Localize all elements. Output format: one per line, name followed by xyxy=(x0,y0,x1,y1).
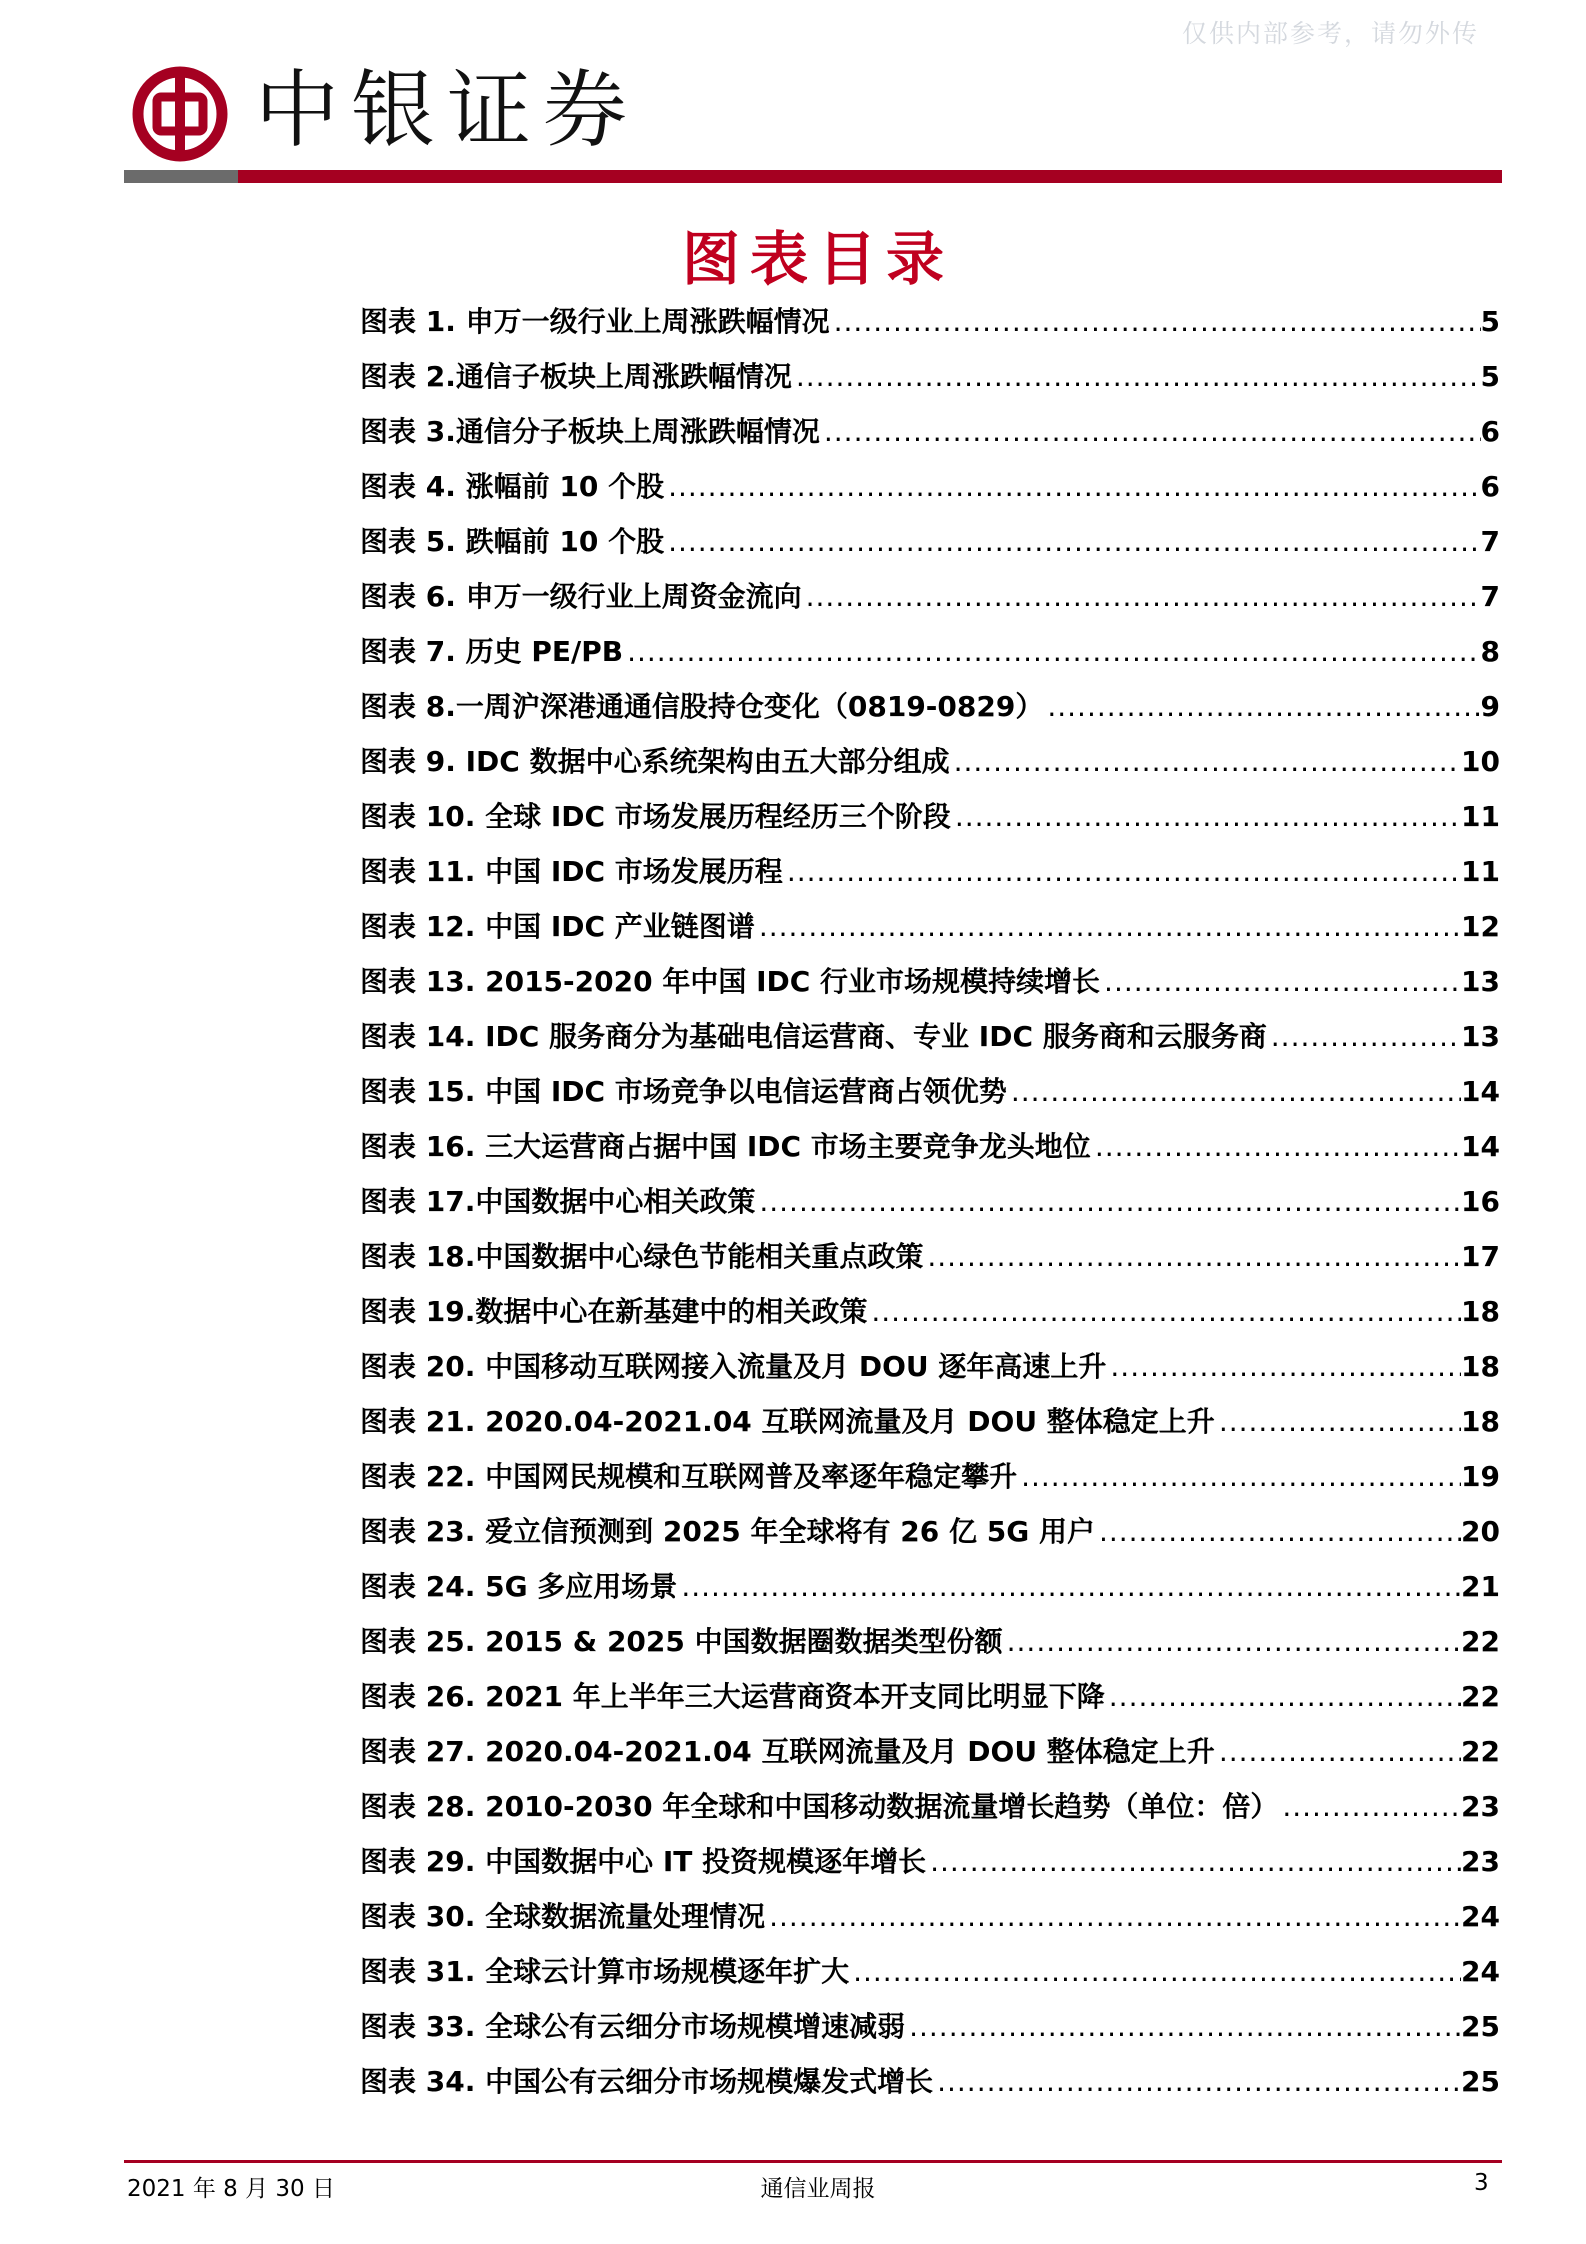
toc-entry-label: 图表 9. IDC 数据中心系统架构由五大部分组成 xyxy=(360,745,950,778)
toc-entry-page: 18 xyxy=(1461,1295,1500,1328)
toc-entry-page: 18 xyxy=(1461,1405,1500,1438)
toc-dot-leader xyxy=(796,360,1481,393)
toc-entry-label: 图表 28. 2010-2030 年全球和中国移动数据流量增长趋势（单位：倍） xyxy=(360,1790,1279,1823)
toc-entry[interactable] xyxy=(360,1840,1500,1895)
toc-entry-label: 图表 13. 2015-2020 年中国 IDC 行业市场规模持续增长 xyxy=(360,965,1101,998)
toc-dot-leader xyxy=(1219,1735,1461,1768)
toc-entry[interactable] xyxy=(360,465,1500,520)
toc-entry[interactable] xyxy=(360,1510,1500,1565)
table-of-figures xyxy=(360,300,1500,2115)
toc-entry[interactable] xyxy=(360,1785,1500,1840)
toc-entry[interactable] xyxy=(360,1125,1500,1180)
page-title: 图表目录 xyxy=(681,225,954,293)
toc-entry[interactable] xyxy=(360,1235,1500,1290)
toc-entry-label: 图表 31. 全球云计算市场规模逐年扩大 xyxy=(360,1955,850,1988)
watermark-text: 仅供内部参考，请勿外传 xyxy=(1182,19,1480,48)
toc-dot-leader xyxy=(668,470,1480,503)
header-bar-red xyxy=(238,170,1502,183)
toc-entry[interactable] xyxy=(360,1895,1500,1950)
toc-dot-leader xyxy=(1110,1350,1461,1383)
toc-entry-page: 6 xyxy=(1480,415,1500,448)
toc-dot-leader xyxy=(955,800,1461,833)
toc-dot-leader xyxy=(1095,1130,1461,1163)
toc-entry[interactable] xyxy=(360,575,1500,630)
toc-dot-leader xyxy=(871,1295,1461,1328)
toc-entry-page: 25 xyxy=(1461,2065,1500,2098)
toc-entry-page: 23 xyxy=(1461,1845,1500,1878)
toc-entry-label: 图表 20. 中国移动互联网接入流量及月 DOU 逐年高速上升 xyxy=(360,1350,1107,1383)
toc-entry-page: 24 xyxy=(1461,1955,1500,1988)
toc-entry[interactable] xyxy=(360,630,1500,685)
toc-entry[interactable] xyxy=(360,850,1500,905)
toc-dot-leader xyxy=(930,1845,1461,1878)
toc-entry-page: 16 xyxy=(1461,1185,1500,1218)
toc-entry-page: 13 xyxy=(1461,1020,1500,1053)
toc-entry-page: 24 xyxy=(1461,1900,1500,1933)
boc-logo-icon xyxy=(132,66,228,162)
toc-entry[interactable] xyxy=(360,2060,1500,2115)
toc-entry-label: 图表 7. 历史 PE/PB xyxy=(360,635,624,668)
header-bar-gray xyxy=(124,170,238,183)
toc-dot-leader xyxy=(681,1570,1461,1603)
toc-entry-label: 图表 17.中国数据中心相关政策 xyxy=(360,1185,756,1218)
toc-entry-page: 11 xyxy=(1461,800,1500,833)
toc-entry-label: 图表 6. 申万一级行业上周资金流向 xyxy=(360,580,802,613)
toc-entry-label: 图表 8.一周沪深港通通信股持仓变化（0819-0829） xyxy=(360,690,1044,723)
toc-entry-label: 图表 14. IDC 服务商分为基础电信运营商、专业 IDC 服务商和云服务商 xyxy=(360,1020,1267,1053)
toc-entry-page: 18 xyxy=(1461,1350,1500,1383)
toc-entry-page: 5 xyxy=(1480,305,1500,338)
toc-entry-page: 17 xyxy=(1461,1240,1500,1273)
toc-entry-label: 图表 29. 中国数据中心 IT 投资规模逐年增长 xyxy=(360,1845,927,1878)
toc-entry[interactable] xyxy=(360,410,1500,465)
toc-dot-leader xyxy=(909,2010,1461,2043)
toc-dot-leader xyxy=(1021,1460,1461,1493)
footer-date: 2021 年 8 月 30 日 xyxy=(127,2176,335,2202)
toc-entry-page: 7 xyxy=(1480,525,1500,558)
toc-entry[interactable] xyxy=(360,740,1500,795)
toc-entry[interactable] xyxy=(360,1675,1500,1730)
toc-entry-label: 图表 27. 2020.04-2021.04 互联网流量及月 DOU 整体稳定上升 xyxy=(360,1735,1215,1768)
toc-entry-label: 图表 22. 中国网民规模和互联网普及率逐年稳定攀升 xyxy=(360,1460,1018,1493)
toc-entry-label: 图表 23. 爱立信预测到 2025 年全球将有 26 亿 5G 用户 xyxy=(360,1515,1095,1548)
toc-entry-page: 20 xyxy=(1461,1515,1500,1548)
footer-page-number: 3 xyxy=(1474,2170,1489,2196)
toc-entry[interactable] xyxy=(360,1620,1500,1675)
toc-entry-label: 图表 5. 跌幅前 10 个股 xyxy=(360,525,665,558)
toc-entry-label: 图表 11. 中国 IDC 市场发展历程 xyxy=(360,855,783,888)
toc-entry-label: 图表 30. 全球数据流量处理情况 xyxy=(360,1900,766,1933)
toc-entry[interactable] xyxy=(360,960,1500,1015)
footer-divider xyxy=(124,2160,1502,2163)
toc-entry[interactable] xyxy=(360,1345,1500,1400)
toc-entry[interactable] xyxy=(360,1950,1500,2005)
toc-entry-label: 图表 21. 2020.04-2021.04 互联网流量及月 DOU 整体稳定上升 xyxy=(360,1405,1215,1438)
toc-entry-label: 图表 33. 全球公有云细分市场规模增速减弱 xyxy=(360,2010,906,2043)
toc-entry-label: 图表 12. 中国 IDC 产业链图谱 xyxy=(360,910,755,943)
toc-entry[interactable] xyxy=(360,355,1500,410)
toc-dot-leader xyxy=(834,305,1481,338)
toc-entry-label: 图表 4. 涨幅前 10 个股 xyxy=(360,470,665,503)
toc-dot-leader xyxy=(1282,1790,1461,1823)
toc-entry-label: 图表 1. 申万一级行业上周涨跌幅情况 xyxy=(360,305,830,338)
toc-entry[interactable] xyxy=(360,795,1500,850)
toc-entry[interactable] xyxy=(360,1455,1500,1510)
toc-entry-label: 图表 15. 中国 IDC 市场竞争以电信运营商占领优势 xyxy=(360,1075,1007,1108)
toc-dot-leader xyxy=(954,745,1461,778)
toc-dot-leader xyxy=(1271,1020,1461,1053)
toc-entry-page: 8 xyxy=(1480,635,1500,668)
footer-report-name: 通信业周报 xyxy=(760,2176,876,2202)
toc-entry-label: 图表 19.数据中心在新基建中的相关政策 xyxy=(360,1295,868,1328)
toc-entry[interactable] xyxy=(360,1730,1500,1785)
toc-entry[interactable] xyxy=(360,300,1500,355)
toc-entry-page: 5 xyxy=(1480,360,1500,393)
toc-dot-leader xyxy=(1047,690,1480,723)
toc-dot-leader xyxy=(1104,965,1461,998)
toc-entry-label: 图表 10. 全球 IDC 市场发展历程经历三个阶段 xyxy=(360,800,951,833)
toc-entry-page: 22 xyxy=(1461,1625,1500,1658)
toc-entry-label: 图表 3.通信分子板块上周涨跌幅情况 xyxy=(360,415,820,448)
toc-dot-leader xyxy=(824,415,1481,448)
toc-entry-page: 22 xyxy=(1461,1680,1500,1713)
toc-entry[interactable] xyxy=(360,685,1500,740)
toc-entry[interactable] xyxy=(360,1400,1500,1455)
toc-entry-label: 图表 24. 5G 多应用场景 xyxy=(360,1570,678,1603)
toc-entry-page: 12 xyxy=(1461,910,1500,943)
toc-entry[interactable] xyxy=(360,1565,1500,1620)
toc-entry-label: 图表 2.通信子板块上周涨跌幅情况 xyxy=(360,360,792,393)
toc-entry[interactable] xyxy=(360,1070,1500,1125)
toc-entry-label: 图表 25. 2015 & 2025 中国数据圈数据类型份额 xyxy=(360,1625,1003,1658)
toc-dot-leader xyxy=(806,580,1481,613)
toc-entry-page: 25 xyxy=(1461,2010,1500,2043)
toc-entry-label: 图表 16. 三大运营商占据中国 IDC 市场主要竞争龙头地位 xyxy=(360,1130,1091,1163)
toc-dot-leader xyxy=(1007,1625,1461,1658)
toc-dot-leader xyxy=(769,1900,1461,1933)
toc-entry-page: 21 xyxy=(1461,1570,1500,1603)
toc-dot-leader xyxy=(1109,1680,1461,1713)
toc-entry[interactable] xyxy=(360,520,1500,575)
toc-entry[interactable] xyxy=(360,1290,1500,1345)
toc-dot-leader xyxy=(1011,1075,1461,1108)
toc-entry-page: 14 xyxy=(1461,1075,1500,1108)
toc-entry-page: 7 xyxy=(1480,580,1500,613)
toc-entry-page: 6 xyxy=(1480,470,1500,503)
toc-dot-leader xyxy=(759,1185,1461,1218)
toc-dot-leader xyxy=(787,855,1461,888)
toc-entry-page: 23 xyxy=(1461,1790,1500,1823)
toc-dot-leader xyxy=(927,1240,1461,1273)
toc-entry[interactable] xyxy=(360,905,1500,960)
toc-entry-page: 19 xyxy=(1461,1460,1500,1493)
toc-dot-leader xyxy=(759,910,1461,943)
toc-entry-page: 22 xyxy=(1461,1735,1500,1768)
brand-name: 中银证券 xyxy=(255,61,640,159)
toc-entry-page: 10 xyxy=(1461,745,1500,778)
toc-entry-page: 13 xyxy=(1461,965,1500,998)
toc-dot-leader xyxy=(627,635,1480,668)
toc-dot-leader xyxy=(1099,1515,1461,1548)
toc-entry[interactable] xyxy=(360,1015,1500,1070)
toc-dot-leader xyxy=(1219,1405,1461,1438)
toc-entry[interactable] xyxy=(360,2005,1500,2060)
toc-entry-page: 9 xyxy=(1480,690,1500,723)
toc-dot-leader xyxy=(668,525,1480,558)
toc-dot-leader xyxy=(937,2065,1461,2098)
toc-entry-page: 11 xyxy=(1461,855,1500,888)
toc-entry[interactable] xyxy=(360,1180,1500,1235)
toc-entry-label: 图表 34. 中国公有云细分市场规模爆发式增长 xyxy=(360,2065,934,2098)
toc-entry-page: 14 xyxy=(1461,1130,1500,1163)
toc-entry-label: 图表 18.中国数据中心绿色节能相关重点政策 xyxy=(360,1240,924,1273)
toc-dot-leader xyxy=(853,1955,1461,1988)
toc-entry-label: 图表 26. 2021 年上半年三大运营商资本开支同比明显下降 xyxy=(360,1680,1105,1713)
